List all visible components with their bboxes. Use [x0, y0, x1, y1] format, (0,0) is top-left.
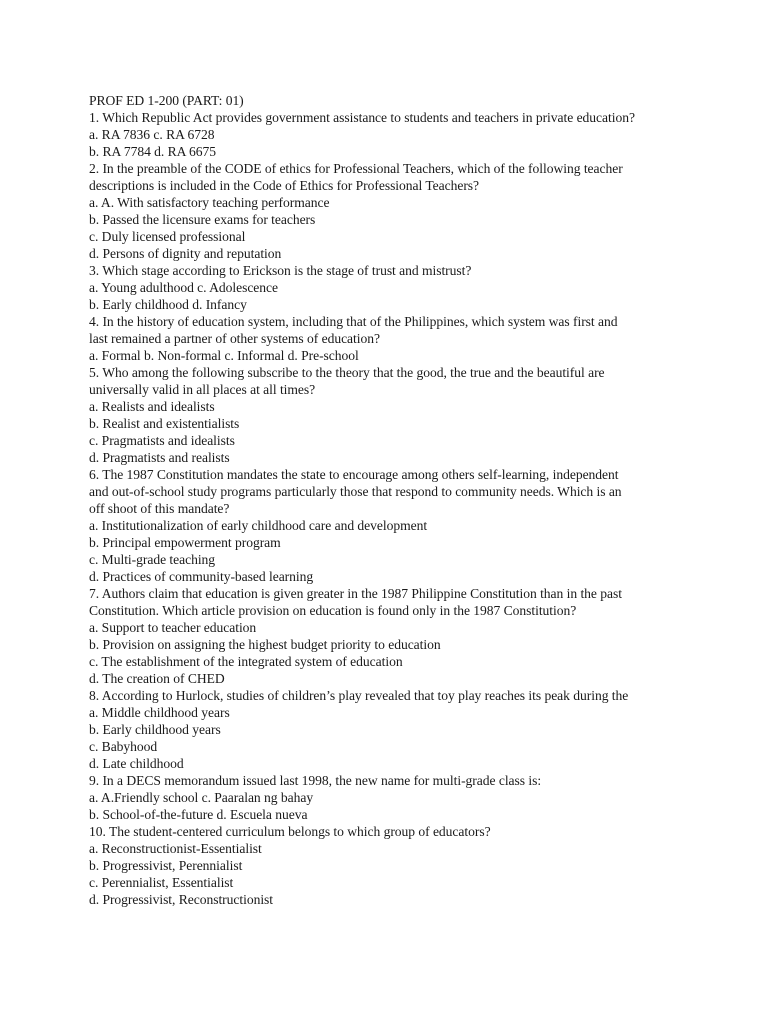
text-line: c. Duly licensed professional: [89, 229, 246, 244]
text-line: 4. In the history of education system, including that of the Philippines, which system was first and: [89, 314, 618, 329]
text-line: b. Early childhood years: [89, 722, 221, 737]
text-line: 8. According to Hurlock, studies of children’s play revealed that toy play reaches its peak during the: [89, 688, 629, 703]
text-line: 3. Which stage according to Erickson is the stage of trust and mistrust?: [89, 263, 472, 278]
text-line: universally valid in all places at all times?: [89, 382, 316, 397]
text-line: c. Babyhood: [89, 739, 158, 754]
text-line: a. Realists and idealists: [89, 399, 215, 414]
text-line: b. Realist and existentialists: [89, 416, 240, 431]
document-body: [89, 92, 689, 908]
text-line: b. RA 7784 d. RA 6675: [89, 144, 216, 159]
text-line: a. Institutionalization of early childhood care and development: [89, 518, 428, 533]
text-line: 6. The 1987 Constitution mandates the state to encourage among others self-learning, independent: [89, 467, 619, 482]
text-line: 10. The student-centered curriculum belongs to which group of educators?: [89, 824, 491, 839]
text-line: a. Reconstructionist-Essentialist: [89, 841, 262, 856]
text-line: 9. In a DECS memorandum issued last 1998, the new name for multi-grade class is:: [89, 773, 542, 788]
text-line: d. Pragmatists and realists: [89, 450, 230, 465]
text-line: b. Progressivist, Perennialist: [89, 858, 243, 873]
text-line: 1. Which Republic Act provides government assistance to students and teachers in private education?: [89, 110, 635, 125]
text-line: last remained a partner of other systems of education?: [89, 331, 380, 346]
text-line: and out-of-school study programs particularly those that respond to community needs. Which is an: [89, 484, 622, 499]
text-line: c. The establishment of the integrated system of education: [89, 654, 403, 669]
text-line: a. Formal b. Non-formal c. Informal d. Pre-school: [89, 348, 359, 363]
document-title: PROF ED 1-200 (PART: 01): [89, 93, 244, 108]
text-line: 5. Who among the following subscribe to the theory that the good, the true and the beautiful are: [89, 365, 605, 380]
text-line: b. Principal empowerment program: [89, 535, 281, 550]
text-line: off shoot of this mandate?: [89, 501, 230, 516]
text-line: a. Support to teacher education: [89, 620, 257, 635]
text-line: d. Progressivist, Reconstructionist: [89, 892, 274, 907]
text-line: a. Middle childhood years: [89, 705, 230, 720]
text-line: d. Late childhood: [89, 756, 184, 771]
text-line: d. Practices of community-based learning: [89, 569, 314, 584]
text-line: c. Pragmatists and idealists: [89, 433, 235, 448]
text-line: a. A. With satisfactory teaching performance: [89, 195, 330, 210]
text-line: 2. In the preamble of the CODE of ethics for Professional Teachers, which of the following teacher: [89, 161, 623, 176]
text-line: d. Persons of dignity and reputation: [89, 246, 282, 261]
text-line: a. A.Friendly school c. Paaralan ng bahay: [89, 790, 314, 805]
text-line: c. Multi-grade teaching: [89, 552, 216, 567]
text-line: a. Young adulthood c. Adolescence: [89, 280, 279, 295]
text-line: d. The creation of CHED: [89, 671, 225, 686]
text-line: b. Passed the licensure exams for teachers: [89, 212, 316, 227]
text-line: c. Perennialist, Essentialist: [89, 875, 234, 890]
text-line: b. Early childhood d. Infancy: [89, 297, 247, 312]
text-line: b. Provision on assigning the highest budget priority to education: [89, 637, 441, 652]
text-line: a. RA 7836 c. RA 6728: [89, 127, 215, 142]
text-line: b. School-of-the-future d. Escuela nueva: [89, 807, 308, 822]
text-line: 7. Authors claim that education is given greater in the 1987 Philippine Constitution than in the past: [89, 586, 622, 601]
text-line: descriptions is included in the Code of Ethics for Professional Teachers?: [89, 178, 480, 193]
text-line: Constitution. Which article provision on education is found only in the 1987 Constitution?: [89, 603, 577, 618]
